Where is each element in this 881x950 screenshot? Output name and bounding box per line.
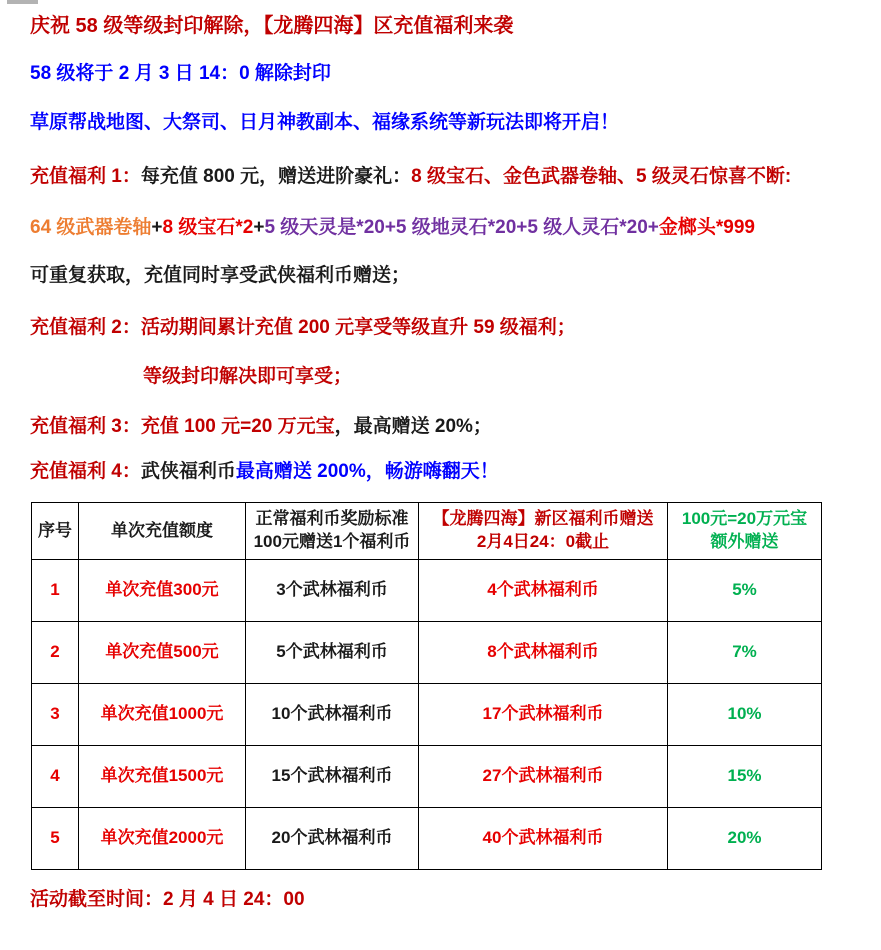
cell-serial: 3 [32,684,79,746]
benefit-1-desc: 每充值 800 元，赠送进阶豪礼： [140,166,412,187]
cell-newzone: 17个武林福利币 [419,684,668,746]
cell-normal: 10个武林福利币 [246,684,419,746]
recharge-bonus-table [31,502,822,870]
repeatable-note-line [30,265,410,288]
reward-spirit-stones: 5 级天灵是*20+5 级地灵石*20+5 级人灵石*20+ [264,217,659,238]
benefit-2-subline [143,366,352,389]
cell-serial: 1 [32,560,79,622]
reward-items-line [30,217,755,240]
benefit-3-bonus: ，最高赠送 20%； [334,416,492,437]
benefit-3-line [30,416,492,439]
cell-newzone: 27个武林福利币 [419,746,668,808]
table-row [32,622,822,684]
unseal-time-text: 58 级将于 2 月 3 日 14：0 解除封印 [30,63,331,84]
table-row [32,808,822,870]
cell-normal: 3个武林福利币 [246,560,419,622]
cell-serial: 5 [32,808,79,870]
cell-extra: 5% [668,560,822,622]
benefit-1-label: 充值福利 1： [30,166,141,187]
benefit-2-line [30,317,576,340]
cell-normal: 15个武林福利币 [246,746,419,808]
benefit-4-bonus: 最高赠送 200%，畅游嗨翻天！ [235,461,499,482]
benefit-4-line [30,461,499,484]
benefit-4-coin: 武侠福利币 [140,461,236,482]
cell-newzone: 40个武林福利币 [419,808,668,870]
benefit-2-text: 充值福利 2：活动期间累计充值 200 元享受等级直升 59 级福利； [30,317,576,338]
cell-newzone: 8个武林福利币 [419,622,668,684]
reward-gem: 8 级宝石*2 [162,217,254,238]
cell-normal: 20个武林福利币 [246,808,419,870]
event-deadline-text: 活动截至时间：2 月 4 日 24：00 [30,889,305,910]
plus-sign: + [253,217,265,238]
header-amount: 单次充值额度 [79,503,246,560]
table-row [32,560,822,622]
cell-amount: 单次充值300元 [79,560,246,622]
benefit-1-line [30,166,791,189]
unseal-time-line [30,63,331,86]
cell-newzone: 4个武林福利币 [419,560,668,622]
repeatable-note-text: 可重复获取，充值同时享受武侠福利币赠送； [30,265,411,286]
cell-extra: 15% [668,746,822,808]
cell-serial: 4 [32,746,79,808]
header-normal-reward: 正常福利币奖励标准 100元赠送1个福利币 [246,503,419,560]
header-serial: 序号 [32,503,79,560]
header-newzone-reward: 【龙腾四海】新区福利币赠送 2月4日24：0截止 [419,503,668,560]
page-title [30,14,513,38]
new-features-text: 草原帮战地图、大祭司、日月神教副本、福缘系统等新玩法即将开启！ [30,112,620,133]
cell-serial: 2 [32,622,79,684]
cell-amount: 单次充值1500元 [79,746,246,808]
cell-extra: 20% [668,808,822,870]
reward-weapon-scroll: 64 级武器卷轴 [30,217,152,238]
header-extra-bonus: 100元=20万元宝 额外赠送 [668,503,822,560]
table-row [32,684,822,746]
benefit-4-label: 充值福利 4： [30,461,141,482]
page-title-text: 庆祝 58 级等级封印解除，【龙腾四海】区充值福利来袭 [30,15,514,37]
table-row [32,746,822,808]
cell-normal: 5个武林福利币 [246,622,419,684]
cell-amount: 单次充值2000元 [79,808,246,870]
cell-amount: 单次充值1000元 [79,684,246,746]
plus-sign: + [151,217,163,238]
cell-extra: 10% [668,684,822,746]
new-features-line [30,112,619,135]
cell-extra: 7% [668,622,822,684]
benefit-1-rewards: 8 级宝石、金色武器卷轴、5 级灵石惊喜不断: [411,166,792,187]
benefit-3-main: 充值福利 3：充值 100 元=20 万元宝 [30,416,335,437]
benefit-2-subtext: 等级封印解决即可享受； [143,366,353,387]
cell-amount: 单次充值500元 [79,622,246,684]
event-deadline-line [30,889,305,912]
window-edge-fragment [7,0,38,4]
table-header-row [32,503,822,560]
reward-gold-hammer: 金榔头*999 [658,217,755,238]
